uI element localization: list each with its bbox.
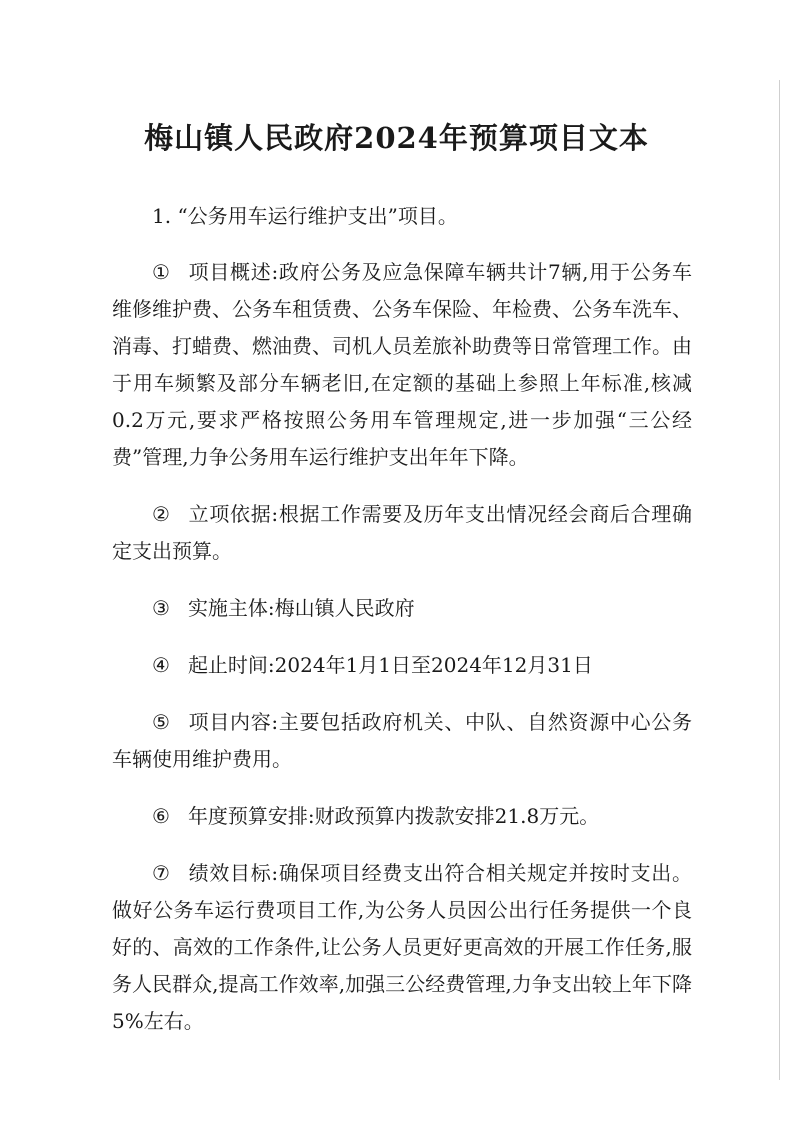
item-content bbox=[112, 704, 692, 778]
item-basis bbox=[112, 496, 692, 570]
item-marker: ③ bbox=[152, 596, 170, 620]
item-text: 年度预算安排:财政预算内拨款安排21.8万元。 bbox=[187, 804, 600, 828]
item-text: 立项依据:根据工作需要及历年支出情况经会商后合理确定支出预算。 bbox=[112, 502, 692, 563]
item-marker: ⑥ bbox=[152, 804, 170, 828]
document-title: 梅山镇人民政府2024年预算项目文本 bbox=[144, 121, 649, 155]
item-budget bbox=[112, 798, 692, 835]
item-text: 项目概述:政府公务及应急保障车辆共计7辆,用于公务车维修维护费、公务车租赁费、公务车保险、年检费、公务车洗车、消毒、打蜡费、燃油费、司机人员差旅补助费等日常管理工作。由于用车频繁及部分车辆老旧,在定额的基础上参照上年标准,核减0.2万元,要求严格按照公务用车管理规定,进一步加强“三公经费”管理,力争公务用车运行维护支出年年下降。 bbox=[112, 260, 692, 469]
item-marker: ① bbox=[152, 260, 171, 284]
scan-edge-line bbox=[779, 80, 780, 1080]
document-body bbox=[112, 198, 692, 1060]
item-marker: ⑦ bbox=[152, 861, 171, 885]
item-text: 实施主体:梅山镇人民政府 bbox=[187, 596, 415, 620]
item-period bbox=[112, 647, 692, 684]
item-text: 项目内容:主要包括政府机关、中队、自然资源中心公务车辆使用维护费用。 bbox=[112, 710, 692, 771]
item-implementer bbox=[112, 590, 692, 627]
item-text: 绩效目标:确保项目经费支出符合相关规定并按时支出。做好公务车运行费项目工作,为公务人员因公出行任务提供一个良好的、高效的工作条件,让公务人员更好更高效的开展工作任务,服务人民群众,提高工作效率,加强三公经费管理,力争支出较上年下降5%左右。 bbox=[112, 861, 692, 1033]
item-overview bbox=[112, 254, 692, 476]
section-heading: 1. “公务用车运行维护支出”项目。 bbox=[152, 204, 458, 228]
item-text: 起止时间:2024年1月1日至2024年12月31日 bbox=[187, 653, 593, 677]
item-marker: ④ bbox=[152, 653, 170, 677]
item-marker: ⑤ bbox=[152, 710, 171, 734]
item-marker: ② bbox=[152, 502, 171, 526]
item-performance-goal bbox=[112, 855, 692, 1040]
